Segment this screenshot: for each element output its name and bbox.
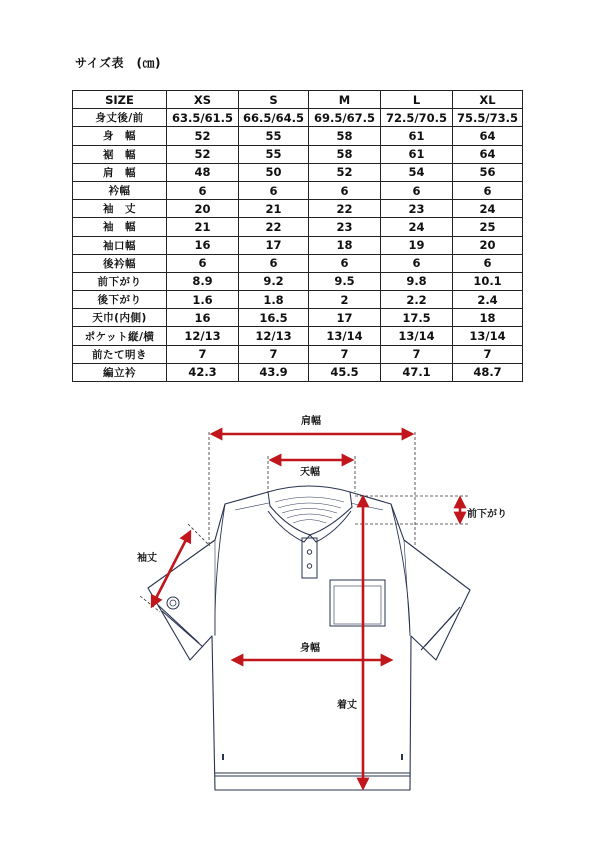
size-value-cell: 19 bbox=[381, 236, 453, 254]
size-value-cell: 48.7 bbox=[453, 363, 523, 381]
size-value-cell: 64 bbox=[453, 145, 523, 163]
size-value-cell: 45.5 bbox=[309, 363, 381, 381]
size-value-cell: 43.9 bbox=[239, 363, 309, 381]
size-value-cell: 6 bbox=[239, 181, 309, 199]
size-value-cell: 1.8 bbox=[239, 291, 309, 309]
table-row bbox=[73, 127, 523, 145]
table-row bbox=[73, 327, 523, 345]
size-value-cell: 54 bbox=[381, 163, 453, 181]
size-value-cell: 13/14 bbox=[381, 327, 453, 345]
size-value-cell: 72.5/70.5 bbox=[381, 109, 453, 127]
collar bbox=[268, 486, 352, 542]
table-row bbox=[73, 254, 523, 272]
table-body bbox=[73, 109, 523, 382]
size-value-cell: 75.5/73.5 bbox=[453, 109, 523, 127]
row-label-cell: 前たて明き bbox=[73, 345, 167, 363]
sleeve-arrow bbox=[152, 532, 190, 606]
chest-pocket bbox=[330, 580, 385, 626]
table-row bbox=[73, 145, 523, 163]
size-value-cell: 2.4 bbox=[453, 291, 523, 309]
size-value-cell: 1.6 bbox=[167, 291, 239, 309]
row-label-cell: 袖 幅 bbox=[73, 218, 167, 236]
size-value-cell: 22 bbox=[309, 200, 381, 218]
size-value-cell: 55 bbox=[239, 145, 309, 163]
row-label-cell: 衿幅 bbox=[73, 181, 167, 199]
size-value-cell: 7 bbox=[167, 345, 239, 363]
size-value-cell: 7 bbox=[309, 345, 381, 363]
size-value-cell: 17 bbox=[309, 309, 381, 327]
table-row bbox=[73, 218, 523, 236]
size-value-cell: 2.2 bbox=[381, 291, 453, 309]
size-value-cell: 6 bbox=[309, 254, 381, 272]
table-row bbox=[73, 109, 523, 127]
size-value-cell: 7 bbox=[381, 345, 453, 363]
sleeve-emblem-icon bbox=[167, 597, 179, 609]
size-value-cell: 50 bbox=[239, 163, 309, 181]
table-row bbox=[73, 236, 523, 254]
size-value-cell: 9.2 bbox=[239, 272, 309, 290]
size-value-cell: 24 bbox=[453, 200, 523, 218]
size-value-cell: 69.5/67.5 bbox=[309, 109, 381, 127]
size-value-cell: 6 bbox=[309, 181, 381, 199]
header-cell-xl: XL bbox=[453, 91, 523, 109]
row-label-cell: 身丈後/前 bbox=[73, 109, 167, 127]
table-header-row bbox=[73, 91, 523, 109]
size-value-cell: 52 bbox=[309, 163, 381, 181]
neck-label: 天幅 bbox=[300, 467, 320, 478]
size-value-cell: 58 bbox=[309, 145, 381, 163]
row-label-cell: 身 幅 bbox=[73, 127, 167, 145]
size-value-cell: 16.5 bbox=[239, 309, 309, 327]
table-row bbox=[73, 363, 523, 381]
size-value-cell: 20 bbox=[167, 200, 239, 218]
row-label-cell: 肩 幅 bbox=[73, 163, 167, 181]
length-label: 着丈 bbox=[337, 700, 357, 711]
placket bbox=[302, 538, 317, 578]
header-cell-l: L bbox=[381, 91, 453, 109]
table-row bbox=[73, 291, 523, 309]
size-value-cell: 52 bbox=[167, 145, 239, 163]
row-label-cell: 裾 幅 bbox=[73, 145, 167, 163]
front-drop-label: 前下がり bbox=[467, 509, 507, 520]
size-value-cell: 12/13 bbox=[239, 327, 309, 345]
sleeve-label: 袖丈 bbox=[137, 553, 157, 564]
size-value-cell: 6 bbox=[381, 181, 453, 199]
size-value-cell: 7 bbox=[453, 345, 523, 363]
size-value-cell: 66.5/64.5 bbox=[239, 109, 309, 127]
polo-shirt-diagram bbox=[0, 400, 604, 840]
size-value-cell: 21 bbox=[167, 218, 239, 236]
table-row bbox=[73, 200, 523, 218]
size-value-cell: 23 bbox=[381, 200, 453, 218]
size-value-cell: 6 bbox=[167, 181, 239, 199]
size-value-cell: 52 bbox=[167, 127, 239, 145]
size-value-cell: 2 bbox=[309, 291, 381, 309]
size-value-cell: 48 bbox=[167, 163, 239, 181]
table-row bbox=[73, 181, 523, 199]
row-label-cell: 後衿幅 bbox=[73, 254, 167, 272]
size-value-cell: 9.8 bbox=[381, 272, 453, 290]
size-value-cell: 23 bbox=[309, 218, 381, 236]
row-label-cell: ポケット縦/横 bbox=[73, 327, 167, 345]
size-value-cell: 12/13 bbox=[167, 327, 239, 345]
size-value-cell: 20 bbox=[453, 236, 523, 254]
row-label-cell: 袖口幅 bbox=[73, 236, 167, 254]
size-value-cell: 16 bbox=[167, 236, 239, 254]
row-label-cell: 天巾(内側) bbox=[73, 309, 167, 327]
size-value-cell: 55 bbox=[239, 127, 309, 145]
size-value-cell: 6 bbox=[381, 254, 453, 272]
table-row bbox=[73, 272, 523, 290]
table-row bbox=[73, 309, 523, 327]
size-value-cell: 10.1 bbox=[453, 272, 523, 290]
header-cell-s: S bbox=[239, 91, 309, 109]
size-value-cell: 6 bbox=[239, 254, 309, 272]
size-value-cell: 61 bbox=[381, 145, 453, 163]
row-label-cell: 後下がり bbox=[73, 291, 167, 309]
size-table bbox=[72, 90, 523, 382]
body-width-label: 身幅 bbox=[300, 643, 320, 654]
size-value-cell: 25 bbox=[453, 218, 523, 236]
shoulder-label: 肩幅 bbox=[301, 416, 321, 427]
size-value-cell: 6 bbox=[167, 254, 239, 272]
size-value-cell: 18 bbox=[309, 236, 381, 254]
size-value-cell: 9.5 bbox=[309, 272, 381, 290]
size-value-cell: 13/14 bbox=[453, 327, 523, 345]
table-row bbox=[73, 163, 523, 181]
size-value-cell: 24 bbox=[381, 218, 453, 236]
size-value-cell: 13/14 bbox=[309, 327, 381, 345]
size-value-cell: 18 bbox=[453, 309, 523, 327]
size-value-cell: 17 bbox=[239, 236, 309, 254]
row-label-cell: 編立衿 bbox=[73, 363, 167, 381]
size-value-cell: 61 bbox=[381, 127, 453, 145]
size-value-cell: 63.5/61.5 bbox=[167, 109, 239, 127]
row-label-cell: 前下がり bbox=[73, 272, 167, 290]
page-title: サイズ表 (㎝) bbox=[75, 56, 162, 70]
size-value-cell: 22 bbox=[239, 218, 309, 236]
size-value-cell: 6 bbox=[453, 181, 523, 199]
size-value-cell: 7 bbox=[239, 345, 309, 363]
header-cell-size: SIZE bbox=[73, 91, 167, 109]
header-cell-xs: XS bbox=[167, 91, 239, 109]
size-value-cell: 42.3 bbox=[167, 363, 239, 381]
size-value-cell: 17.5 bbox=[381, 309, 453, 327]
size-value-cell: 56 bbox=[453, 163, 523, 181]
size-value-cell: 64 bbox=[453, 127, 523, 145]
table-row bbox=[73, 345, 523, 363]
size-value-cell: 21 bbox=[239, 200, 309, 218]
row-label-cell: 袖 丈 bbox=[73, 200, 167, 218]
size-value-cell: 8.9 bbox=[167, 272, 239, 290]
size-value-cell: 58 bbox=[309, 127, 381, 145]
size-value-cell: 47.1 bbox=[381, 363, 453, 381]
header-cell-m: M bbox=[309, 91, 381, 109]
size-value-cell: 16 bbox=[167, 309, 239, 327]
size-value-cell: 6 bbox=[453, 254, 523, 272]
